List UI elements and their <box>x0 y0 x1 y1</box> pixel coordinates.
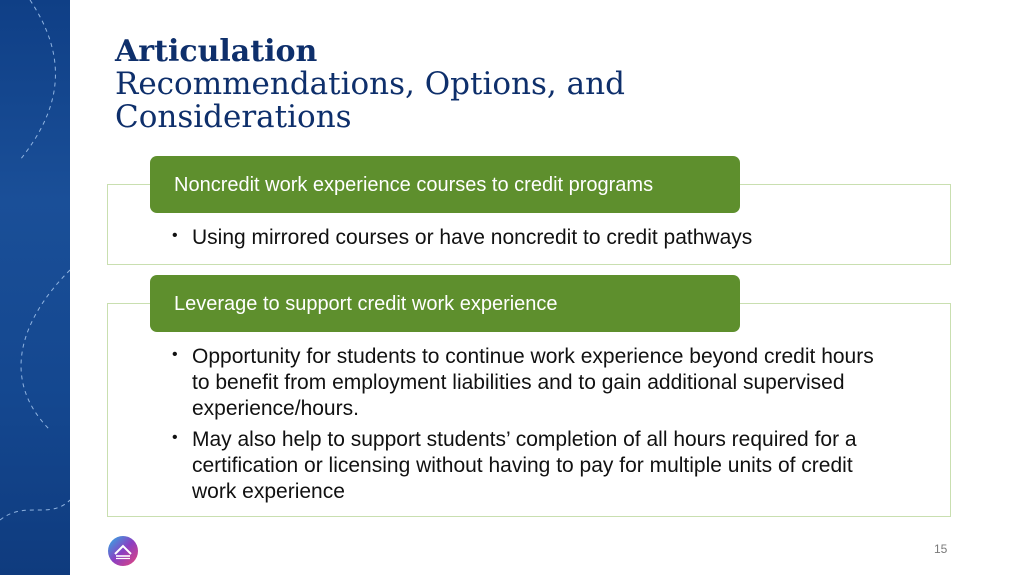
section-2-bullet-list <box>172 344 892 505</box>
bullet-dot-icon: • <box>172 346 178 363</box>
slide-title <box>115 36 815 134</box>
decorative-side-band <box>0 0 70 575</box>
bullet-item <box>172 225 862 251</box>
title-line-2: Recommendations, Options, and Considerations <box>115 66 625 135</box>
bullet-item <box>172 344 892 422</box>
section-2-heading <box>150 275 740 332</box>
section-2-heading-text: Leverage to support credit work experience <box>174 292 558 315</box>
section-1-heading <box>150 156 740 213</box>
page-number: 15 <box>934 542 948 556</box>
dashed-curve-decoration <box>0 0 70 575</box>
organization-logo-icon <box>107 535 139 567</box>
section-1-bullet-list <box>172 225 862 251</box>
bullet-item <box>172 427 892 505</box>
bullet-dot-icon: • <box>172 227 178 244</box>
section-1-heading-text: Noncredit work experience courses to credit programs <box>174 173 654 196</box>
title-line-1: Articulation <box>115 34 318 69</box>
bullet-text: Using mirrored courses or have noncredit to credit pathways <box>192 226 753 249</box>
bullet-dot-icon: • <box>172 429 178 446</box>
bullet-text: Opportunity for students to continue work experience beyond credit hours to benefit from employment liabilities and to gain additional supervised experience/hours. <box>192 345 874 420</box>
bullet-text: May also help to support students’ completion of all hours required for a certification or licensing without having to pay for multiple units of credit work experience <box>192 428 857 503</box>
